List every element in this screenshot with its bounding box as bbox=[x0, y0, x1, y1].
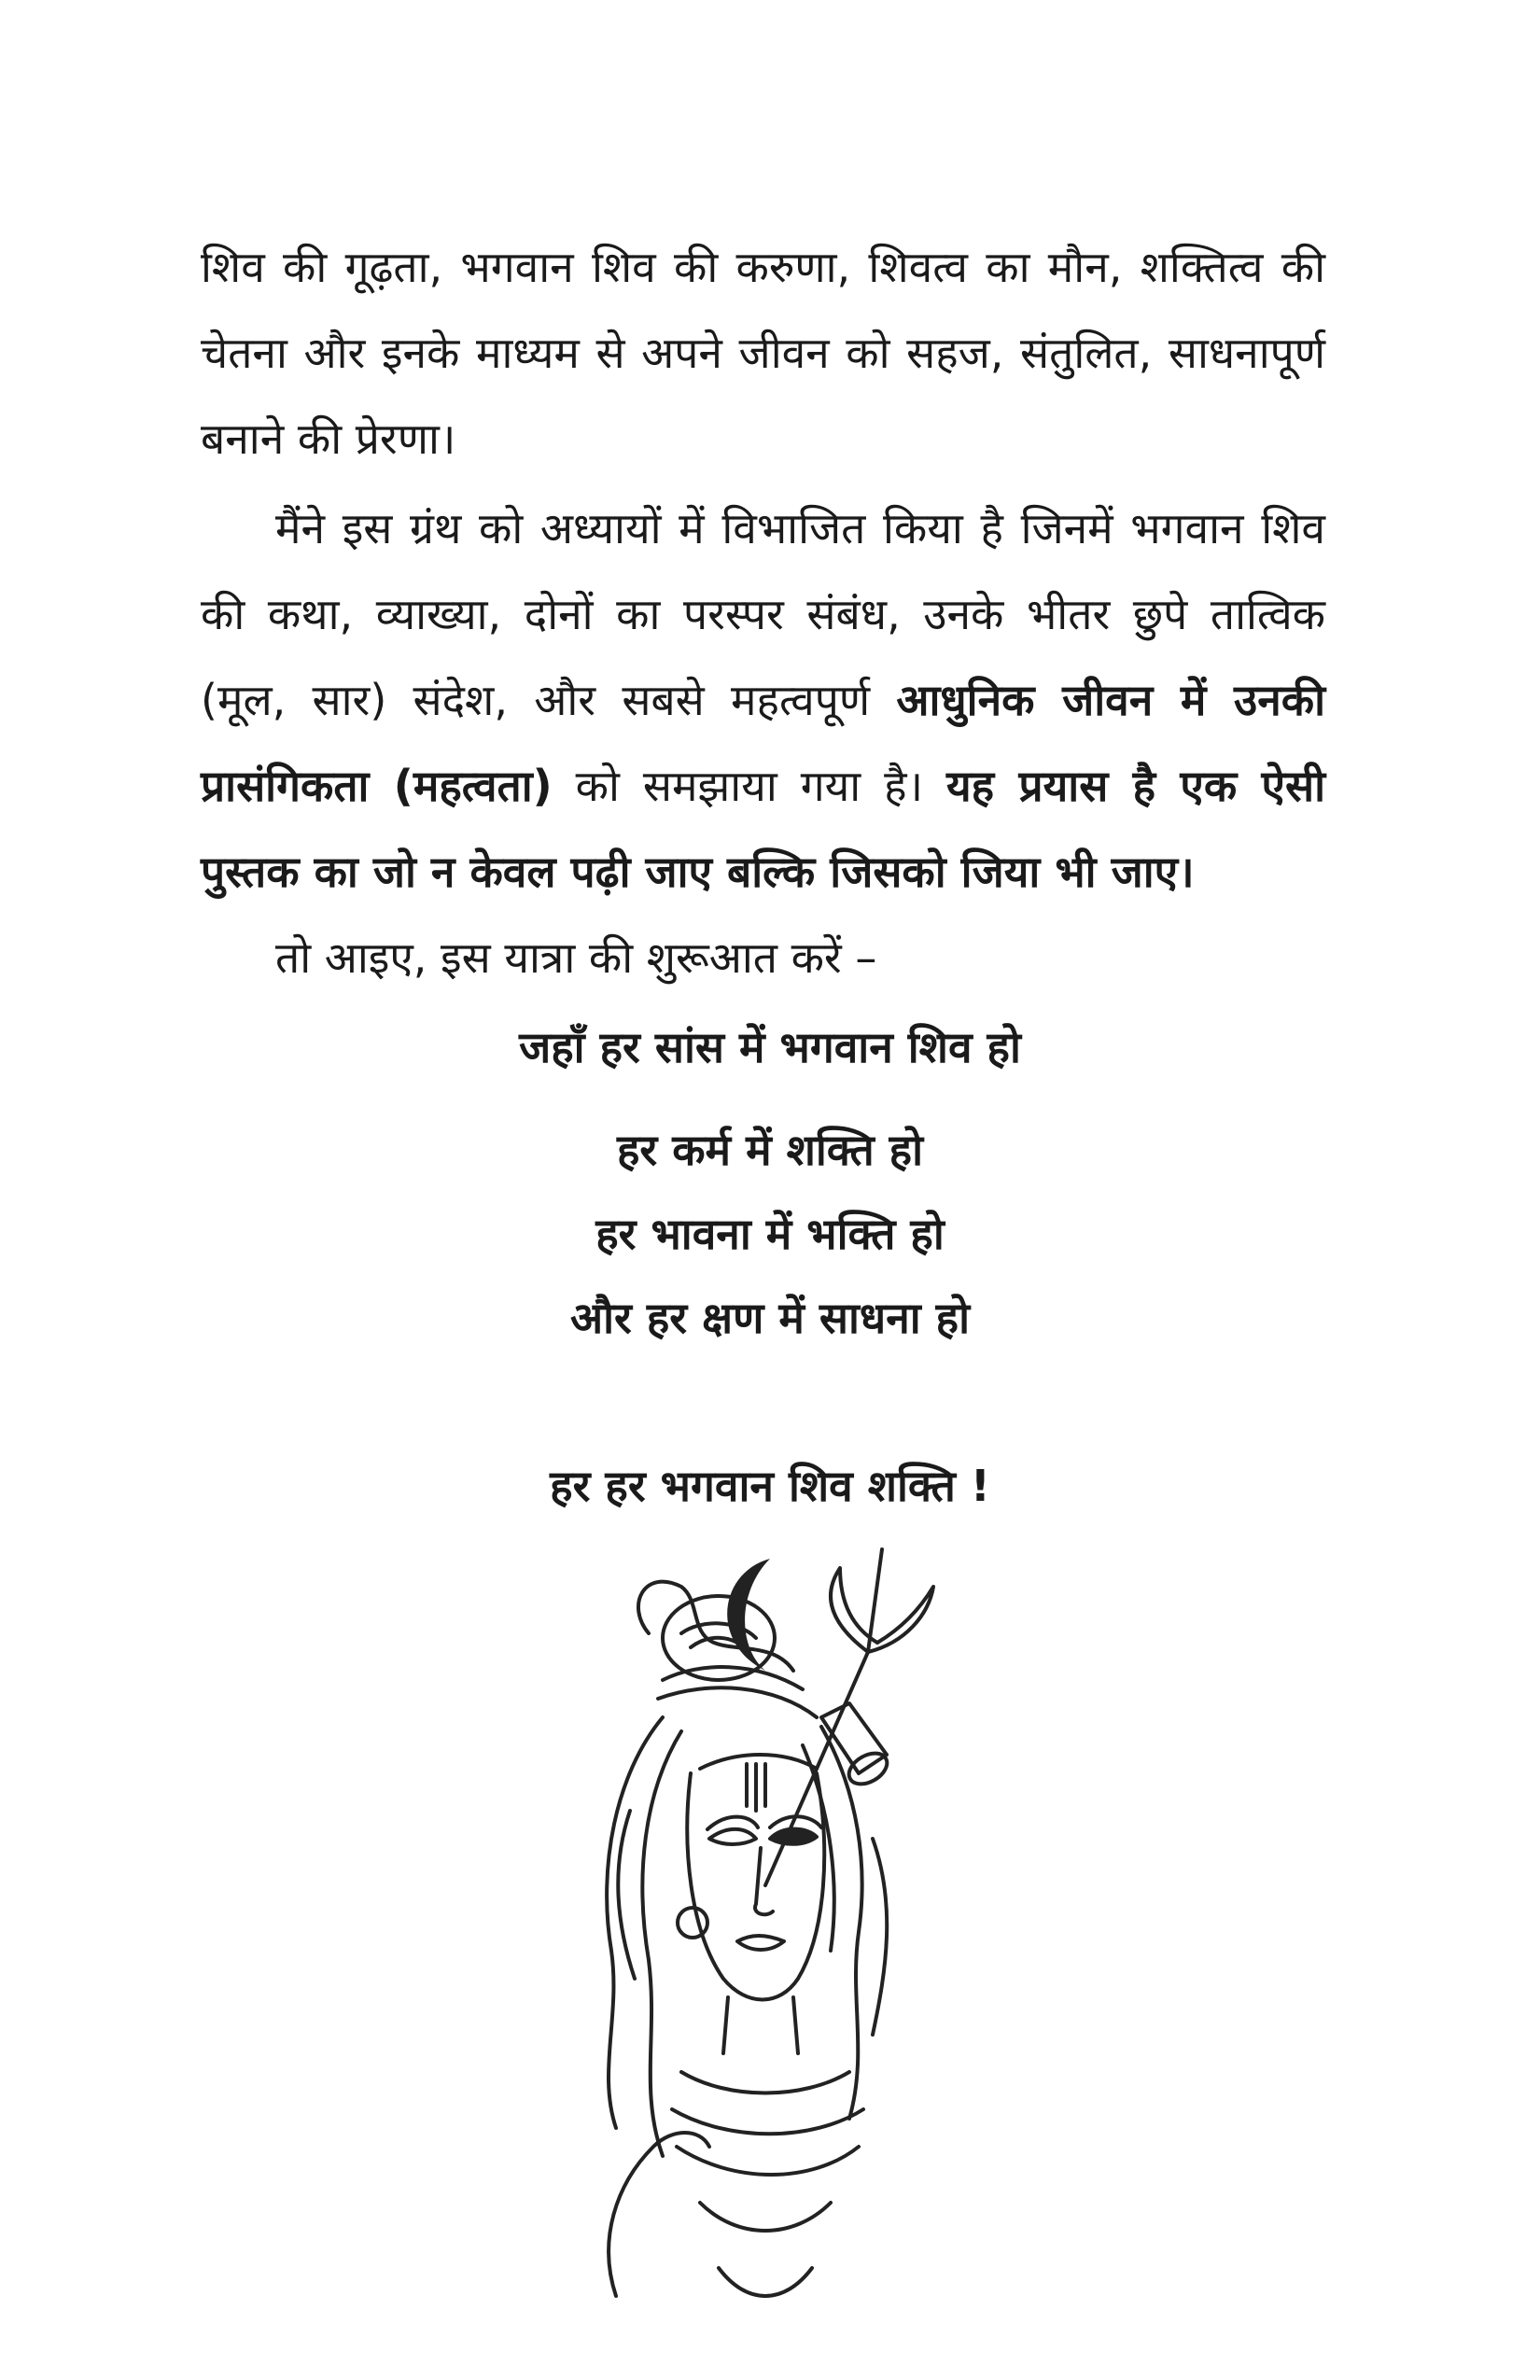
paragraph-2-part1: मैंने इस ग्रंथ को अध्यायों में विभाजित किया है जिनमें भगवान शिव की कथा, व्याख्या, दोनों का परस्पर संबंध, उनके भीतर छुपे तात्विक (मूल, सार) संदेश, और सबसे महत्वपूर्ण bbox=[201, 503, 1325, 725]
paragraph-1 bbox=[201, 224, 1325, 482]
paragraph-2-bold1: आधुनिक जीवन में उनकी प्रासंगिकता (महत्वता) bbox=[201, 675, 1325, 811]
shiva-sketch-icon bbox=[560, 1531, 1008, 2343]
paragraph-2-part2: को समझाया गया है। bbox=[552, 761, 946, 811]
paragraph-2 bbox=[201, 485, 1325, 915]
paragraph-1-text: शिव की गूढ़ता, भगवान शिव की करुणा, शिवत्व का मौन, शक्तित्व की चेतना और इनके माध्यम से अपने जीवन को सहज, संतुलित, साधनापूर्ण बनाने की प्रेरणा। bbox=[201, 242, 1325, 464]
verse-line-1: जहाँ हर सांस में भगवान शिव हो bbox=[519, 1022, 1021, 1072]
verse-line-4: और हर क्षण में साधना हो bbox=[569, 1293, 971, 1343]
intro-line: तो आइए, इस यात्रा की शुरूआत करें – bbox=[275, 932, 877, 983]
verse-line-3: हर भावना में भक्ति हो bbox=[595, 1209, 945, 1259]
closing-line: हर हर भगवान शिव शक्ति ! bbox=[550, 1461, 990, 1511]
verse-line-2: हर कर्म में शक्ति हो bbox=[616, 1125, 924, 1175]
paragraph-2-bold2: यह प्रयास है एक ऐसी पुस्तक का जो न केवल पढ़ी जाए बल्कि जिसको जिया भी जाए। bbox=[201, 761, 1326, 897]
